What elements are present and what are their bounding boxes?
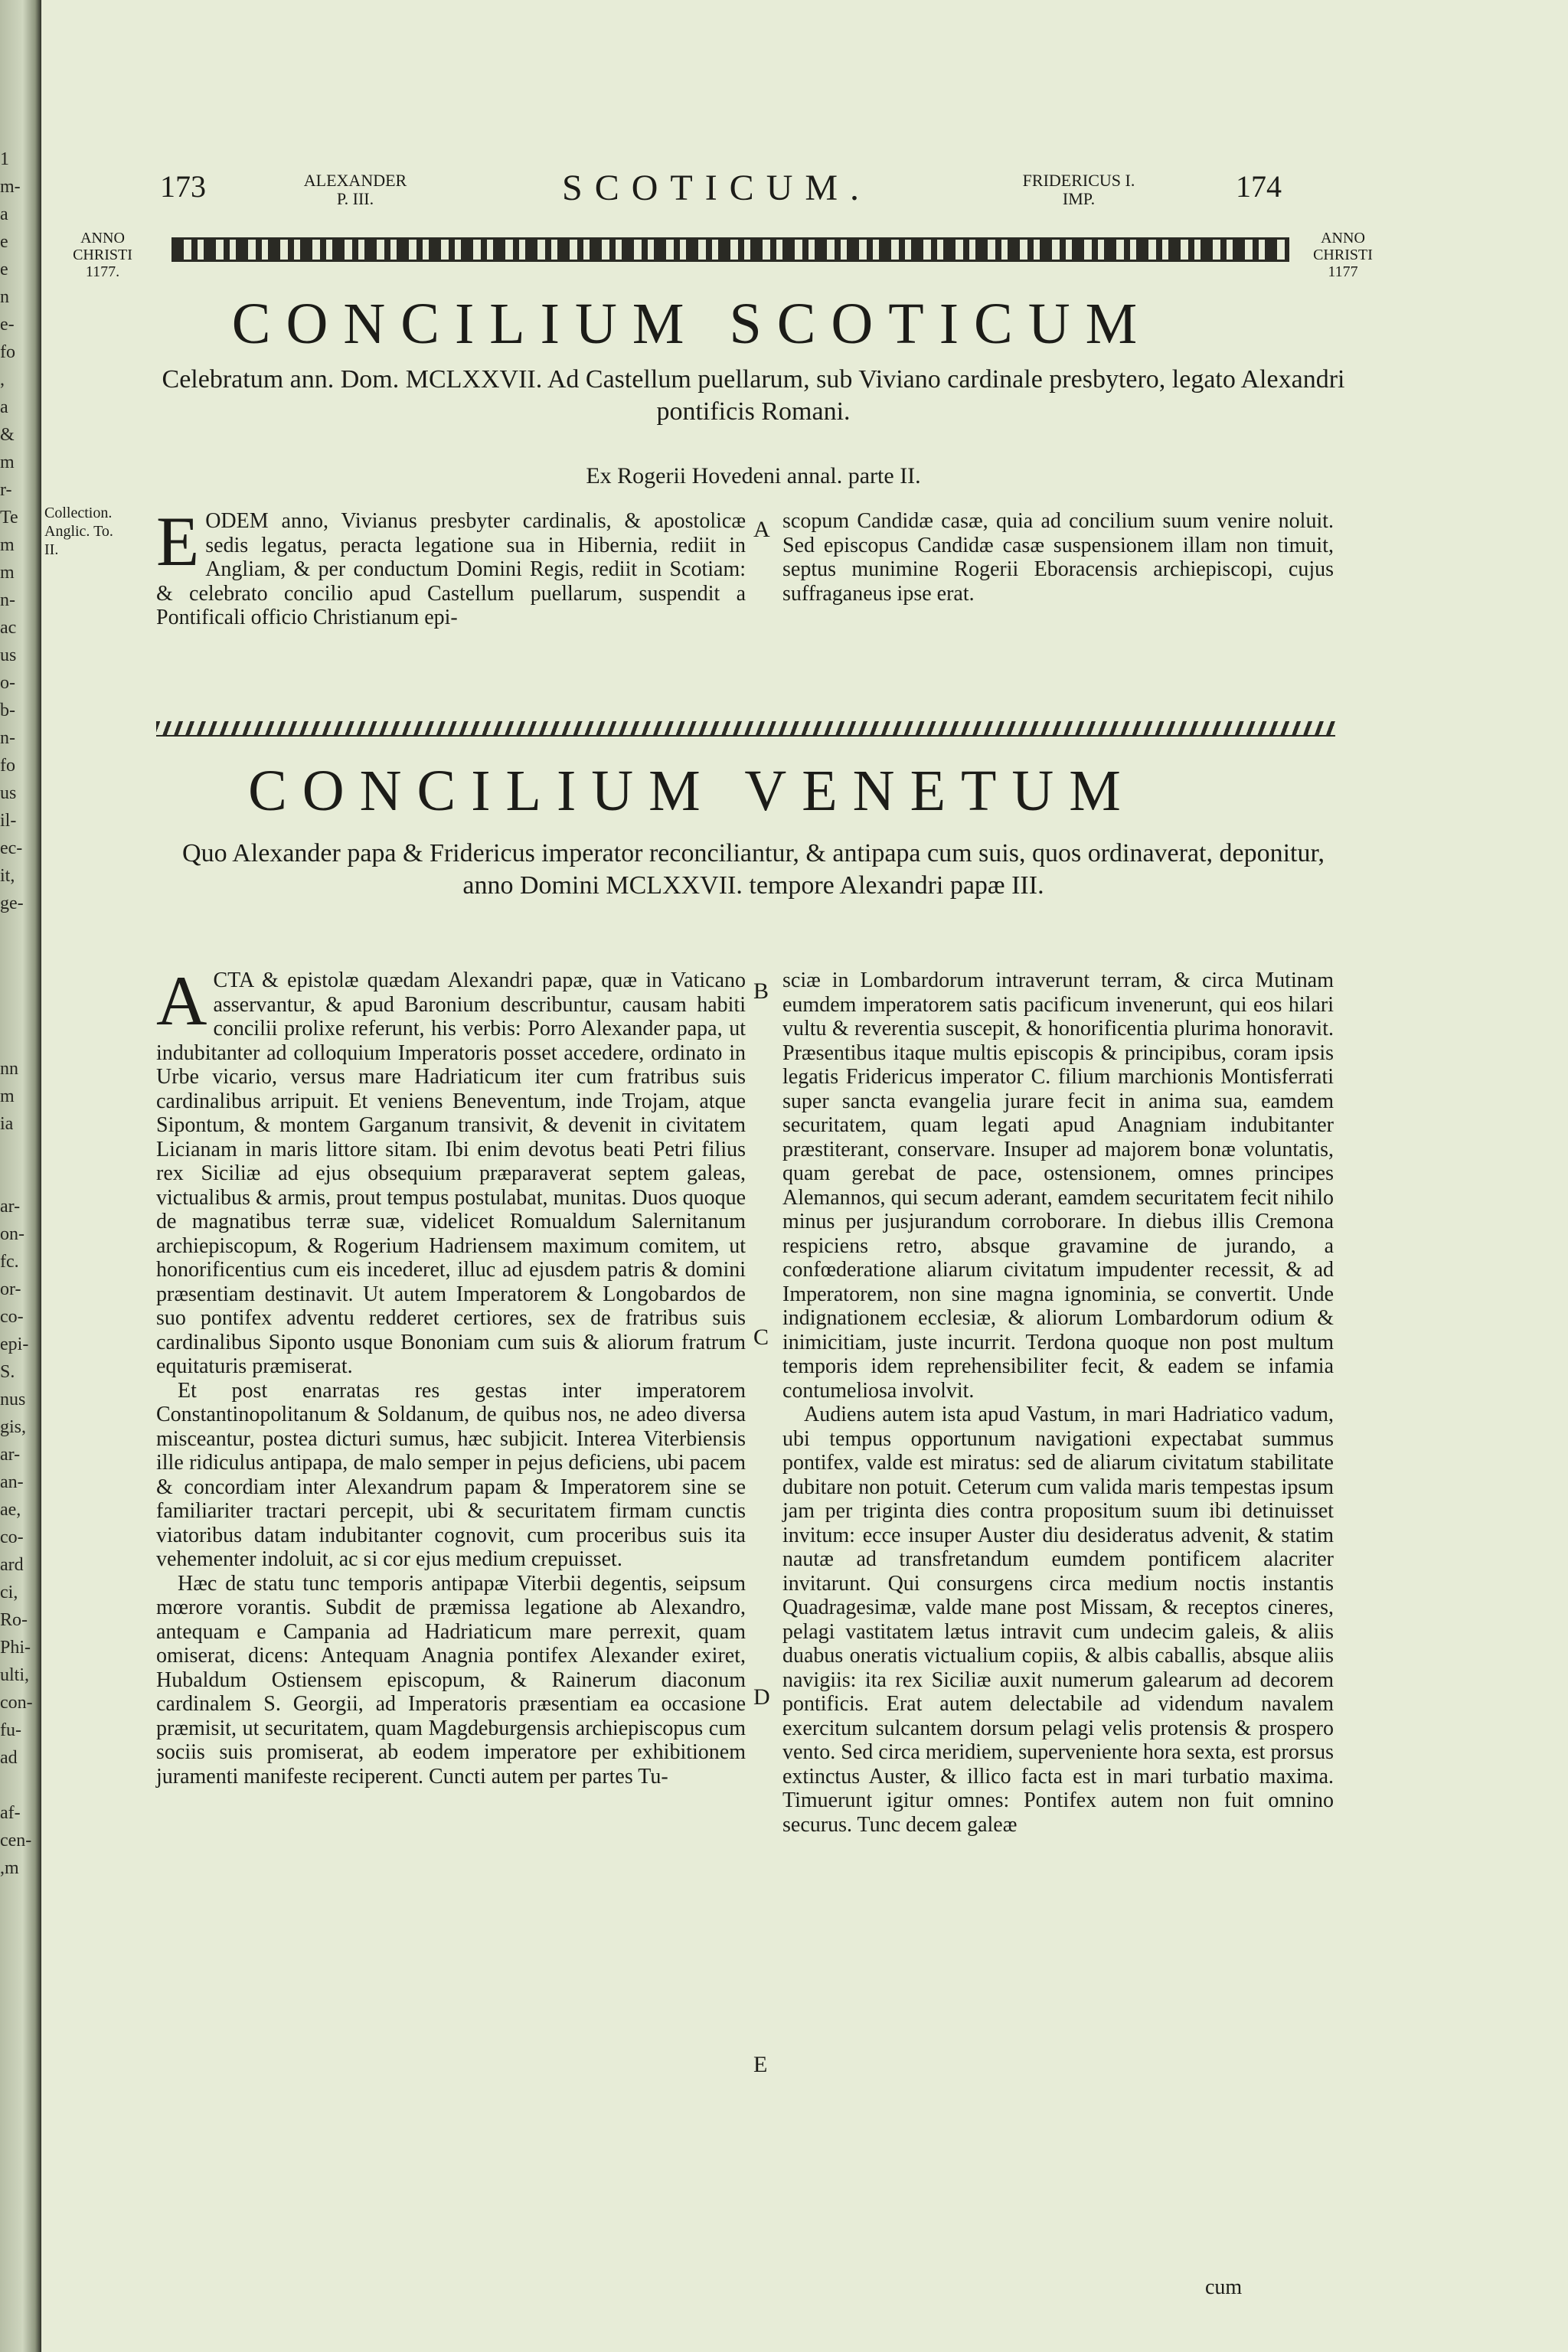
section2-right-column bbox=[782, 969, 1334, 1837]
section2-marker-d: D bbox=[753, 1684, 770, 1710]
section2-subtitle: Quo Alexander papa & Fridericus imperator reconciliantur, & antipapa cum suis, quos ordinaverat, deponitur, anno Domini MCLXXVII. tempore Alexandri papæ III. bbox=[182, 839, 1325, 900]
section2-marker-c: C bbox=[753, 1325, 769, 1350]
catchword: cum bbox=[1205, 2275, 1243, 2299]
right-year-annotation: ANNO CHRISTI 1177 bbox=[1313, 230, 1373, 280]
section1-left-text: ODEM anno, Vivianus presbyter cardinalis, & apostolicæ sedis legatus, peracta legatione sua in Hibernia, rediit in Angliam, & per conductum Domini Regis, rediit in Scotiam: & celebrato concilio apud Castellum puellarum, suspendit a Pontificali officio Christianum epi- bbox=[156, 509, 746, 629]
section2-marker-e: E bbox=[753, 2052, 768, 2077]
section1-left-column bbox=[156, 502, 746, 630]
section1-drop-cap: E bbox=[156, 502, 200, 580]
section2-title: CONCILIUM VENETUM bbox=[248, 759, 1136, 823]
section1-subtitle: Celebratum ann. Dom. MCLXXVII. Ad Castellum puellarum, sub Viviano cardinale presbytero, legato Alexandri pontificis Romani. bbox=[162, 365, 1345, 426]
running-title: SCOTICUM. bbox=[562, 168, 872, 208]
left-year-annotation: ANNO CHRISTI 1177. bbox=[73, 230, 132, 280]
section2-drop-cap: A bbox=[156, 962, 207, 1040]
section1-source: Ex Rogerii Hovedeni annal. parte II. bbox=[586, 463, 921, 488]
section1-sidenote: Collection. Anglic. To. II. bbox=[44, 505, 113, 558]
section2-left-p3: Hæc de statu tunc temporis antipapæ Viterbii degentis, seipsum mœrore vorantis. Subdit de præmissa legatione ab Alexandro, antequam e Campania ad Hadriaticum mare perrexit, quam omiserat, dicens: Antequam Anagnia pontifex Alexander exiret, Hubaldum Ostiensem episcopum, & Rainerum diaconum cardinalem S. Georgii, ad Imperatoris præsentiam ea occasione præmisit, ut securitatem, quam Magdeburgensis archiepiscopus cum sociis suis promiserat, ab eodem imperatore per exhibitionem juramenti manifeste reciperent. Cuncti autem per partes Tu- bbox=[156, 1571, 746, 1788]
right-page-number: 174 bbox=[1236, 169, 1282, 204]
section2-right-p2: Audiens autem ista apud Vastum, in mari Hadriatico vadum, ubi tempus opportunum navigationi expectabat summus pontifex, valde est miratus: sed de aliarum civitatum stabilitate dubitare non potuit. Ceterum cum valida maris tempestas ipsum jam per triginta dies contra propositum suum ibi detinuisset invitum: ecce insuper Auster diu desideratus advenit, & statim nautæ ad transfretandum eumdem pontificem alacriter invitarunt. Qui consurgens circa medium noctis instantis Quadragesimæ, valde mane post Missam, & receptos cineres, pelagi vastitatem lætus intravit cum undecim galeis, & aliis duabus oneratis victualium copiis, & albis caballis, absque aliis navigiis: ita rex Siciliæ auxit numerum galearum ad decorem pontificis. Erat autem delectabile ad videndum navalem exercitum sulcantem dorsum pelagi velis protensis & prospero vento. Sed circa meridiem, superveniente hora sexta, est prorsus extinctus Auster, & illico facta est in mari turbatio maxima. Timuerunt igitur omnes: Pontifex autem non fuit omnino securus. Tunc decem galeæ bbox=[782, 1403, 1334, 1837]
top-ornament-band bbox=[172, 237, 1289, 262]
section1-title: CONCILIUM SCOTICUM bbox=[231, 292, 1153, 356]
right-running-head: FRIDERICUS I. IMP. bbox=[1022, 171, 1135, 208]
left-page-number: 173 bbox=[160, 169, 206, 204]
facing-page-fragment: 1 m- a e e n e- fo , a & m r- Te m m n- ac us o- b- n- fo us il- ec- it, ge- nn m ia ar- on- fc. or- co- epi- S. nus gis, ar- an- ae, co- ard ci, Ro- Phi- ulti, con- fu- ad af- cen- ,m bbox=[0, 149, 33, 1878]
book-spine-gutter bbox=[0, 0, 41, 2352]
section2-left-p2: Et post enarratas res gestas inter imperatorem Constantinopolitanum & Soldanum, de quibus nos, ne adeo diversa misceantur, postea dicturi sumus, hæc subjicit. Interea Viterbiensis ille ridiculus antipapa, de malo semper in pejus deficiens, ubi pacem & concordiam inter Alexandrum papam & Imperatorem sine se familiariter tractari percepit, ubi & securitatem firmam cunctis viatoribus datam indubitanter cognovit, cum proceribus suis ita vehementer indoluit, ac si cor ejus medium crepuisset. bbox=[156, 1378, 746, 1571]
section2-marker-b: B bbox=[753, 978, 769, 1004]
book-page bbox=[41, 0, 1568, 2352]
section1-marker-a: A bbox=[753, 517, 770, 542]
left-running-head: ALEXANDER P. III. bbox=[303, 171, 407, 208]
section2-left-column bbox=[156, 962, 746, 1788]
section2-right-p1: sciæ in Lombardorum intraverunt terram, & circa Mutinam eumdem imperatorem satis pacificum invenerunt, qui eos hilari vultu & reverentia suscepit, & honorificentia plurima honoravit. Præsentibus itaque multis episcopis & principibus, coram ipsis legatis Fridericus imperator C. filium marchionis Montisferrati super sancta evangelia jurare fecit in anima sua, eamdem securitatem, quam legati apud Anagniam indubitanter præstiterant, conservare. Insuper ad majorem bonæ voluntatis, quam gerebat de pace, ostensionem, omnes principes Alemannos, qui secum aderant, eamdem securitatem fecit nihilo minus per jusjurandum corroborare. In diebus illis Cremona respiciens retro, absque gravamine de jurando, a confœderatione aliarum civitatum impudenter recessit, & ad Imperatorem, non sine magna ignominia, se convertit. Unde indignationem ecclesiæ, & aliorum Lombardorum odium & inimicitiam, juste incurrit. Terdona quoque non post multum temporis idem reprehensibiliter fecit, & eadem se infamia contumeliosa involvit. bbox=[782, 969, 1334, 1403]
section-divider-ornament bbox=[156, 721, 1335, 737]
section1-right-column bbox=[782, 509, 1334, 606]
section2-left-p1: CTA & epistolæ quædam Alexandri papæ, quæ in Vaticano asservantur, & apud Baronium describuntur, causam habiti concilii prolixe referunt, his verbis: Porro Alexander papa, ut indubitanter ad colloquium Imperatoris posset accedere, ordinato in Urbe vicario, versus mare Hadriaticum iter cum fratribus suis cardinalibus arripuit. Et veniens Beneventum, inde Trojam, atque Sipontum, & montem Garganum transivit, & devenit in civitatem Licianam in maris littore sitam. Ibi enim devotus beati Petri filius rex Siciliæ ad ejus obsequium præparaverat septem galeas, victualibus & armis, prout tempus postulabat, munitas. Duos quoque de magnatibus terræ suæ, videlicet Romualdum Salernitanum archiepiscopum, & Rogerium Hadriensem maximum comitem, ut honorificentius cum eis incederet, illuc ad ejusdem patris & domini præsentiam destinavit. Ut autem Imperatorem & Longobardos de suo pontifex adventu redderet certiores, sex de fratribus suis cardinalibus Siponto usque Bononiam cum suis & aliorum fratrum equitaturis præmiserat. bbox=[156, 969, 746, 1378]
section1-right-text: scopum Candidæ casæ, quia ad concilium suum venire noluit. Sed episcopus Candidæ casæ suspensionem illam non timuit, septus munimine Rogerii Eboracensis archiepiscopi, cujus suffraganeus ipse erat. bbox=[782, 509, 1334, 606]
